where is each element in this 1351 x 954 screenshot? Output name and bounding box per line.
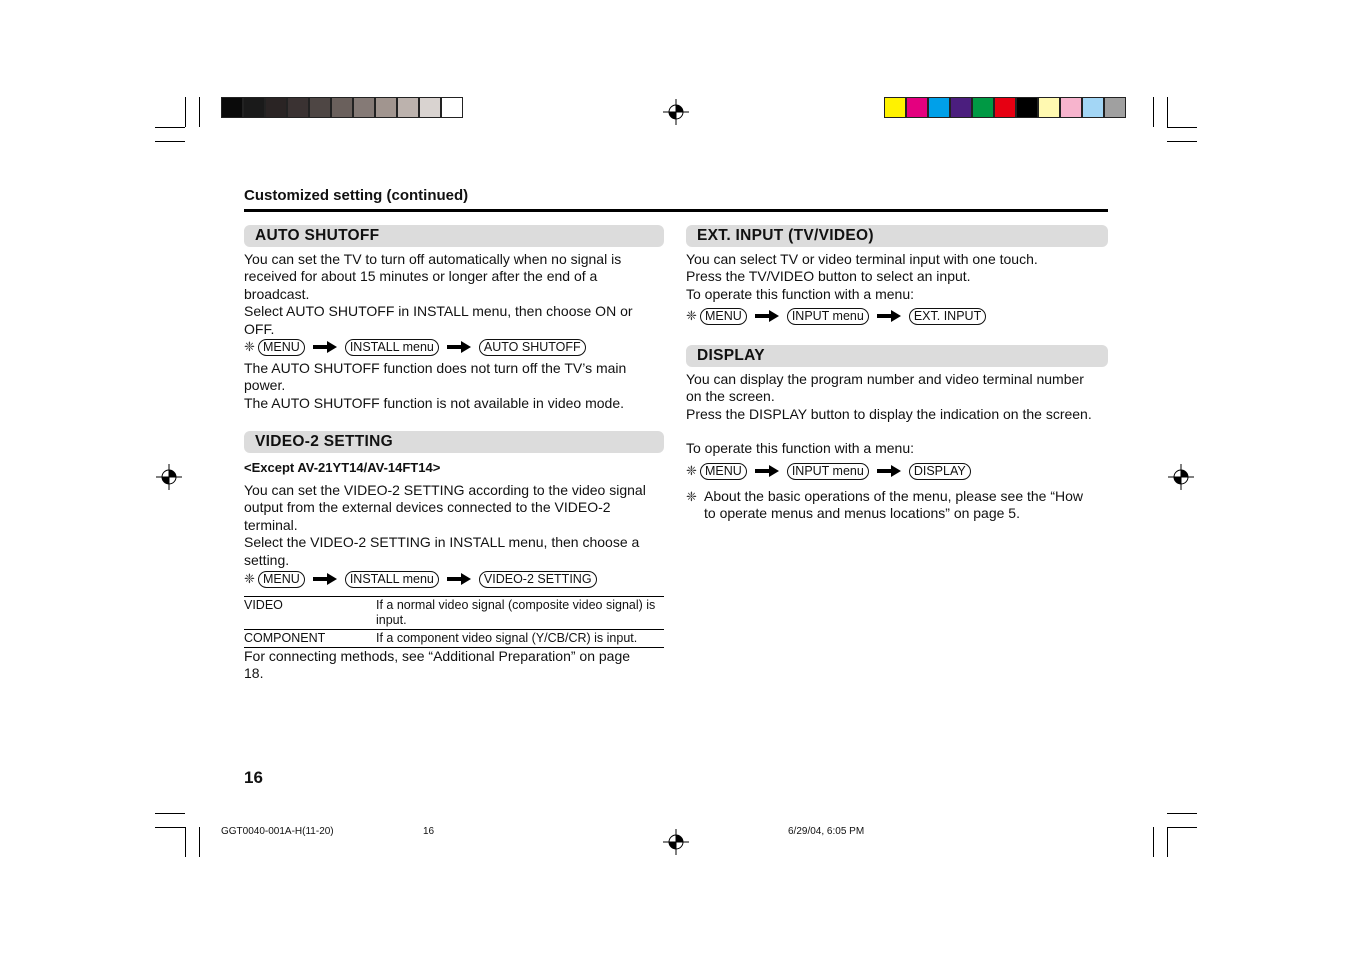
section-heading-display: DISPLAY — [686, 345, 1108, 367]
crop-mark — [1153, 827, 1154, 857]
color-swatch — [265, 97, 287, 118]
color-swatch — [441, 97, 463, 118]
table-row — [244, 596, 664, 629]
registration-mark-icon — [663, 99, 689, 125]
crop-mark — [155, 141, 185, 142]
video2-options-table — [244, 596, 664, 648]
color-swatch — [950, 97, 972, 118]
color-swatch — [353, 97, 375, 118]
menu-chip: INPUT menu — [787, 463, 869, 480]
text-line: received for about 15 minutes or longer after the end of a — [244, 268, 598, 285]
arrow-right-icon — [755, 310, 779, 322]
menu-path-auto-shutoff — [244, 338, 586, 356]
color-swatch — [1016, 97, 1038, 118]
text-line: The AUTO SHUTOFF function is not available in video mode. — [244, 394, 624, 411]
crop-mark — [199, 97, 200, 127]
text-line: Press the TV/VIDEO button to select an input. — [686, 268, 971, 285]
arrow-right-icon — [447, 341, 471, 353]
text-line: Press the DISPLAY button to display the indication on the screen. — [686, 405, 1092, 422]
color-swatch — [972, 97, 994, 118]
text-line: setting. — [244, 551, 290, 568]
color-swatch — [287, 97, 309, 118]
page-number: 16 — [244, 768, 263, 787]
menu-chip: EXT. INPUT — [909, 308, 986, 325]
menu-chip: MENU — [700, 308, 747, 325]
menu-path-ext-input — [686, 307, 986, 325]
option-name: VIDEO — [244, 598, 283, 612]
arrow-right-icon — [877, 310, 901, 322]
menu-chip: MENU — [258, 339, 305, 356]
option-name: COMPONENT — [244, 631, 326, 645]
text-line: About the basic operations of the menu, please see the “How — [704, 488, 1084, 504]
color-swatch — [375, 97, 397, 118]
display-description — [686, 371, 1108, 423]
color-swatch — [906, 97, 928, 118]
menu-path-display — [686, 462, 971, 480]
asterisk-icon: ❈ — [244, 339, 255, 354]
option-description: If a component video signal (Y/CB/CR) is input. — [376, 631, 638, 645]
document-code: GGT0040-001A-H(11-20) — [221, 826, 334, 837]
option-description: If a normal video signal (composite video signal) is input. — [376, 598, 656, 627]
crop-mark — [1167, 141, 1197, 142]
crop-mark — [1167, 97, 1168, 127]
menu-chip: INPUT menu — [787, 308, 869, 325]
arrow-right-icon — [313, 341, 337, 353]
footer-page: 16 — [423, 826, 435, 837]
color-swatch — [221, 97, 243, 118]
color-swatch — [1104, 97, 1126, 118]
header-rule — [244, 209, 1108, 212]
color-swatch — [1038, 97, 1060, 118]
menu-chip: MENU — [258, 571, 305, 588]
page-title: Customized setting (continued) — [244, 187, 469, 204]
asterisk-icon: ❈ — [244, 571, 255, 586]
text-line: Select AUTO SHUTOFF in INSTALL menu, then choose ON or — [244, 303, 633, 320]
color-swatch — [884, 97, 906, 118]
crop-mark — [185, 827, 186, 857]
arrow-right-icon — [447, 573, 471, 585]
text-line: You can select TV or video terminal input with one touch. — [686, 251, 1038, 267]
arrow-right-icon — [313, 573, 337, 585]
arrow-right-icon — [877, 465, 901, 477]
text-line: to operate menus and menus locations” on page 5. — [704, 505, 1020, 522]
color-swatch — [1060, 97, 1082, 118]
crop-mark — [155, 827, 185, 828]
crop-mark — [1167, 813, 1197, 814]
text-line: OFF. — [244, 320, 275, 337]
crop-mark — [155, 127, 185, 128]
text-line: To operate this function with a menu: — [686, 285, 915, 302]
table-row — [244, 629, 664, 647]
color-swatch — [309, 97, 331, 118]
color-swatch — [994, 97, 1016, 118]
crop-mark — [185, 97, 186, 127]
crop-mark — [1167, 827, 1168, 857]
color-swatch — [419, 97, 441, 118]
text-line: The AUTO SHUTOFF function does not turn off the TV’s main — [244, 360, 627, 376]
crop-mark — [1167, 127, 1197, 128]
text-line: You can set the VIDEO-2 SETTING according to the video signal — [244, 482, 646, 498]
connecting-methods-note — [244, 648, 664, 683]
registration-mark-icon — [1168, 464, 1194, 490]
display-menu-intro: To operate this function with a menu: — [686, 440, 915, 456]
registration-mark-icon — [663, 829, 689, 855]
print-timestamp: 6/29/04, 6:05 PM — [788, 826, 865, 837]
asterisk-icon: ❈ — [686, 489, 697, 504]
text-line: 18. — [244, 665, 264, 682]
text-line: power. — [244, 377, 286, 394]
text-line: You can display the program number and video terminal number — [686, 371, 1084, 387]
crop-mark — [1167, 827, 1197, 828]
auto-shutoff-description — [244, 251, 664, 338]
section-heading-video2-setting: VIDEO-2 SETTING — [244, 431, 664, 453]
text-line: on the screen. — [686, 388, 775, 405]
color-swatch — [243, 97, 265, 118]
crop-mark — [199, 827, 200, 857]
registration-mark-icon — [156, 464, 182, 490]
asterisk-icon: ❈ — [686, 308, 697, 323]
text-line: Select the VIDEO-2 SETTING in INSTALL menu, then choose a — [244, 534, 640, 551]
auto-shutoff-notes — [244, 360, 664, 412]
section-heading-auto-shutoff: AUTO SHUTOFF — [244, 225, 664, 247]
menu-chip: MENU — [700, 463, 747, 480]
menu-operations-note — [704, 488, 1108, 523]
menu-chip: VIDEO-2 SETTING — [479, 571, 597, 588]
crop-mark — [1153, 97, 1154, 127]
menu-chip: INSTALL menu — [345, 571, 439, 588]
text-line: broadcast. — [244, 285, 310, 302]
color-swatch — [331, 97, 353, 118]
color-swatch — [928, 97, 950, 118]
menu-path-video2 — [244, 570, 597, 588]
text-line: output from the external devices connected to the VIDEO-2 — [244, 499, 611, 516]
text-line: For connecting methods, see “Additional Preparation” on page — [244, 648, 631, 664]
text-line: You can set the TV to turn off automatically when no signal is — [244, 251, 622, 267]
color-swatch — [1082, 97, 1104, 118]
menu-chip: DISPLAY — [909, 463, 971, 480]
model-exception-subheading: <Except AV-21YT14/AV-14FT14> — [244, 460, 441, 475]
crop-mark — [155, 813, 185, 814]
section-heading-ext-input: EXT. INPUT (TV/VIDEO) — [686, 225, 1108, 247]
menu-chip: INSTALL menu — [345, 339, 439, 356]
text-line: terminal. — [244, 516, 298, 533]
arrow-right-icon — [755, 465, 779, 477]
color-swatch — [397, 97, 419, 118]
ext-input-description — [686, 251, 1108, 303]
menu-chip: AUTO SHUTOFF — [479, 339, 586, 356]
asterisk-icon: ❈ — [686, 463, 697, 478]
video2-description — [244, 482, 664, 569]
